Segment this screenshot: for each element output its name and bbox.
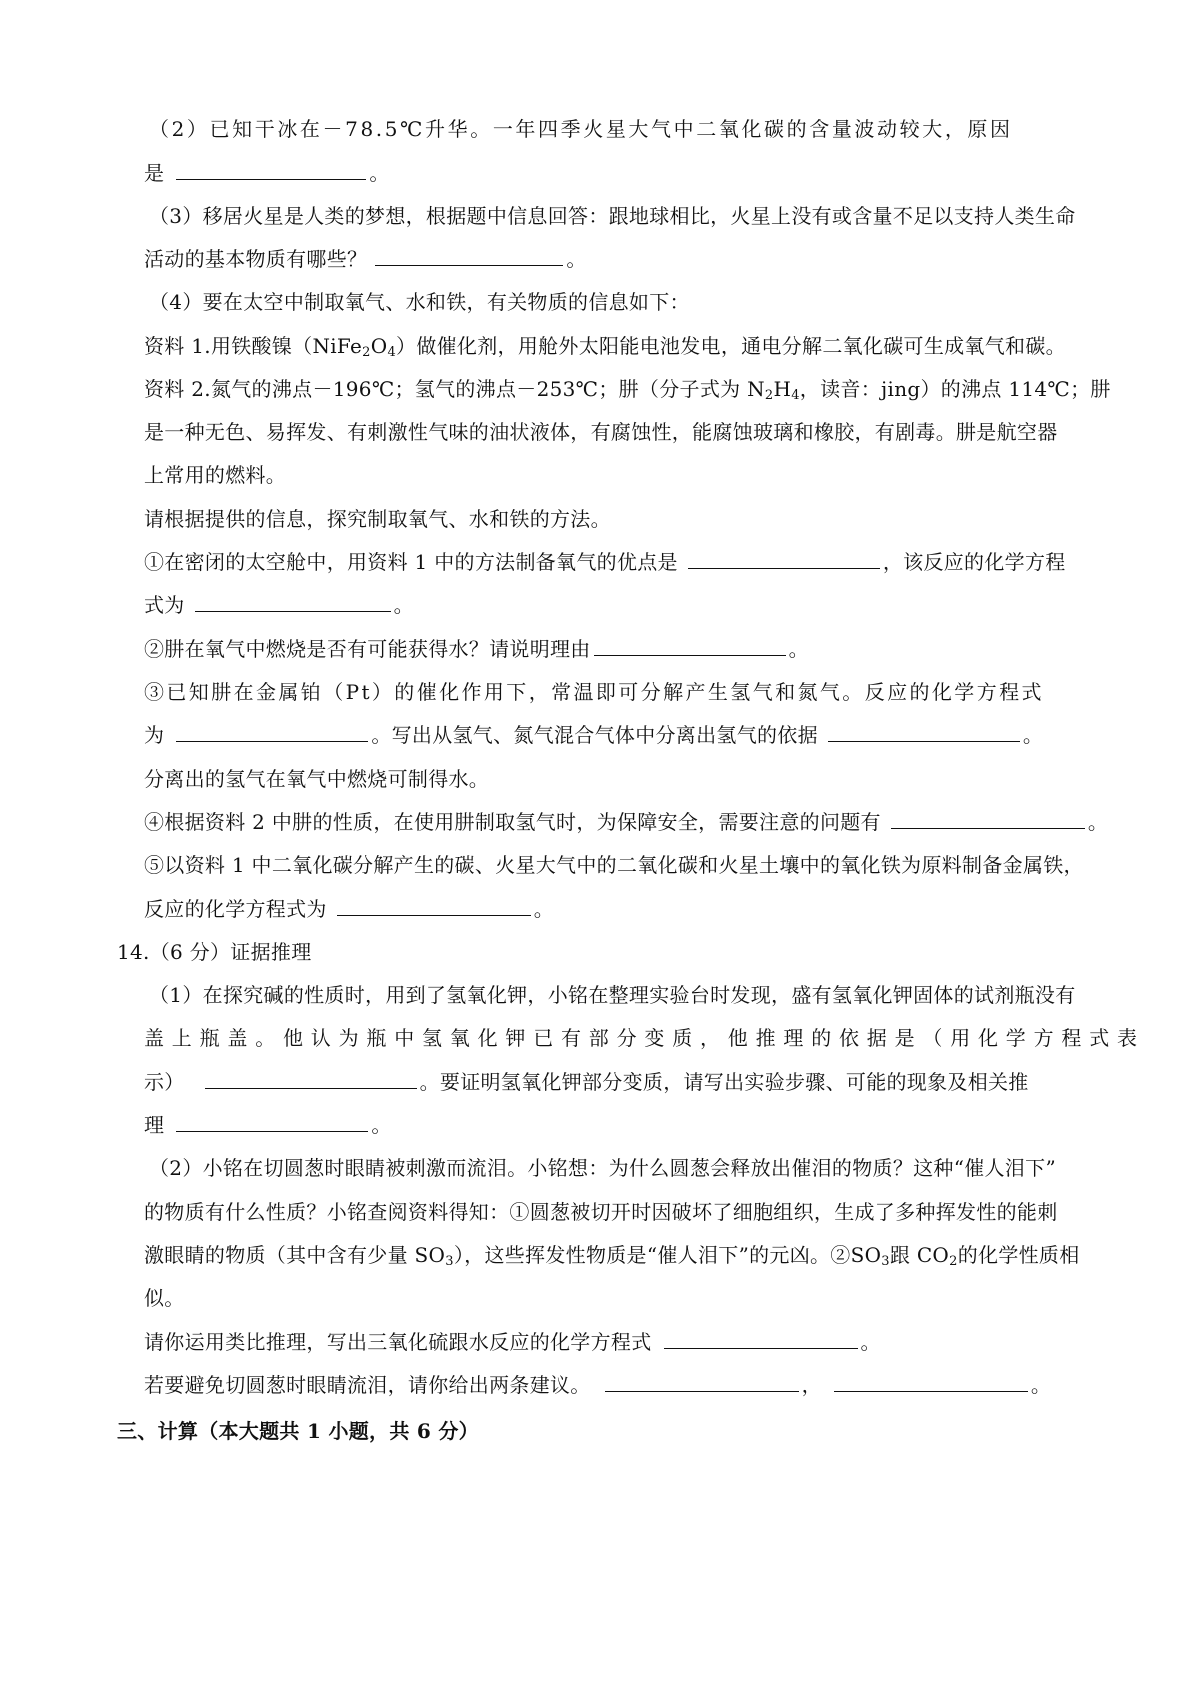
q14-part1-answer-line: 示） 。要证明氢氧化钾部分变质，请写出实验步骤、可能的现象及相关推 xyxy=(144,1070,1029,1094)
q14-part1-text: （1）在探究碱的性质时，用到了氢氧化钾，小铭在整理实验台时发现，盛有氢氧化钾固体的试剂瓶没有 xyxy=(149,983,1076,1007)
q14-part1-text-cont: 盖上瓶盖。他认为瓶中氢氧化钾已有部分变质，他推理的依据是（用化学方程式表 xyxy=(144,1026,1145,1050)
item-3-text: ③已知肼在金属铂（Pt）的催化作用下，常温即可分解产生氢气和氮气。反应的化学方程式 xyxy=(144,680,1044,704)
item-5-answer-line: 反应的化学方程式为 。 xyxy=(144,897,555,921)
material-2: 资料 2.氮气的沸点－196℃；氢气的沸点－253℃；肼（分子式为 $N_2H_4$，读音：jing）的沸点 114℃；肼 xyxy=(144,377,1111,403)
q14-part2-text-cont-2: 激眼睛的物质（其中含有少量 $SO_3$），这些挥发性物质是“催人泪下”的元凶。$②SO_3$跟 $CO_2$的化学性质相 xyxy=(144,1243,1080,1269)
material-2-end: 上常用的燃料。 xyxy=(144,463,287,487)
answer-blank-9[interactable] xyxy=(337,897,531,916)
q14-part1-answer-line-2: 理 。 xyxy=(144,1113,392,1137)
answer-blank-7[interactable] xyxy=(828,723,1020,742)
answer-blank-11[interactable] xyxy=(176,1113,368,1132)
q14-part2-equation-line: 请你运用类比推理，写出三氧化硫跟水反应的化学方程式 。 xyxy=(144,1330,881,1354)
q13-part3-text: （3）移居火星是人类的梦想，根据题中信息回答：跟地球相比，火星上没有或含量不足以支持人类生命 xyxy=(149,204,1076,228)
answer-blank-3[interactable] xyxy=(688,550,880,569)
explore-instruction: 请根据提供的信息，探究制取氧气、水和铁的方法。 xyxy=(144,507,611,531)
answer-blank-2[interactable] xyxy=(375,247,563,266)
q14-part2-text: （2）小铭在切圆葱时眼睛被刺激而流泪。小铭想：为什么圆葱会释放出催泪的物质？这种“催人泪下” xyxy=(149,1156,1056,1180)
answer-blank-8[interactable] xyxy=(891,810,1085,829)
answer-blank-4[interactable] xyxy=(195,593,391,612)
q14-part2-suggestion-line: 若要避免切圆葱时眼睛流泪，请你给出两条建议。 ， 。 xyxy=(144,1373,1052,1397)
q13-part4-intro: （4）要在太空中制取氧气、水和铁，有关物质的信息如下： xyxy=(149,290,690,314)
answer-blank-10[interactable] xyxy=(205,1070,417,1089)
q13-part2-answer-line: 是 。 xyxy=(144,161,390,185)
q14-part2-text-cont: 的物质有什么性质？小铭查阅资料得知：①圆葱被切开时因破坏了细胞组织，生成了多种挥发性的能刺 xyxy=(144,1200,1058,1224)
section-3-heading: 三、计算（本大题共 1 小题，共 6 分） xyxy=(117,1419,479,1443)
item-3-note: 分离出的氢气在氧气中燃烧可制得水。 xyxy=(144,767,490,791)
q13-part2-text: （2）已知干冰在－78.5℃升华。一年四季火星大气中二氧化碳的含量波动较大，原因 xyxy=(149,117,1013,141)
answer-blank-12[interactable] xyxy=(664,1330,858,1349)
material-1: 资料 1.用铁酸镍$(NiFe_2O_4)$做催化剂，用舱外太阳能电池发电，通电分解二氧化碳可生成氧气和碳。 xyxy=(144,334,1066,360)
q14-part2-text-end: 似。 xyxy=(144,1286,185,1310)
item-1-equation-line: 式为 。 xyxy=(144,593,414,617)
question-14-title: 14.（6 分）证据推理 xyxy=(117,940,312,964)
answer-blank-6[interactable] xyxy=(176,723,368,742)
item-1-text: ①在密闭的太空舱中，用资料 1 中的方法制备氧气的优点是 ，该反应的化学方程 xyxy=(144,550,1066,574)
material-2-cont: 是一种无色、易挥发、有刺激性气味的油状液体，有腐蚀性，能腐蚀玻璃和橡胶，有剧毒。肼是航空器 xyxy=(144,420,1058,444)
answer-blank-5[interactable] xyxy=(594,637,786,656)
answer-blank-1[interactable] xyxy=(176,161,366,180)
q13-part3-answer-line: 活动的基本物质有哪些？ 。 xyxy=(144,247,587,271)
item-2-text: ②肼在氧气中燃烧是否有可能获得水？请说明理由 。 xyxy=(144,637,809,661)
answer-blank-14[interactable] xyxy=(834,1373,1028,1392)
answer-blank-13[interactable] xyxy=(605,1373,799,1392)
item-4-text: ④根据资料 2 中肼的性质，在使用肼制取氢气时，为保障安全，需要注意的问题有 。 xyxy=(144,810,1109,834)
item-3-answer-line: 为 。写出从氢气、氮气混合气体中分离出氢气的依据 。 xyxy=(144,723,1044,747)
item-5-text: ⑤以资料 1 中二氧化碳分解产生的碳、火星大气中的二氧化碳和火星土壤中的氧化铁为原料制备金属铁， xyxy=(144,853,1084,877)
